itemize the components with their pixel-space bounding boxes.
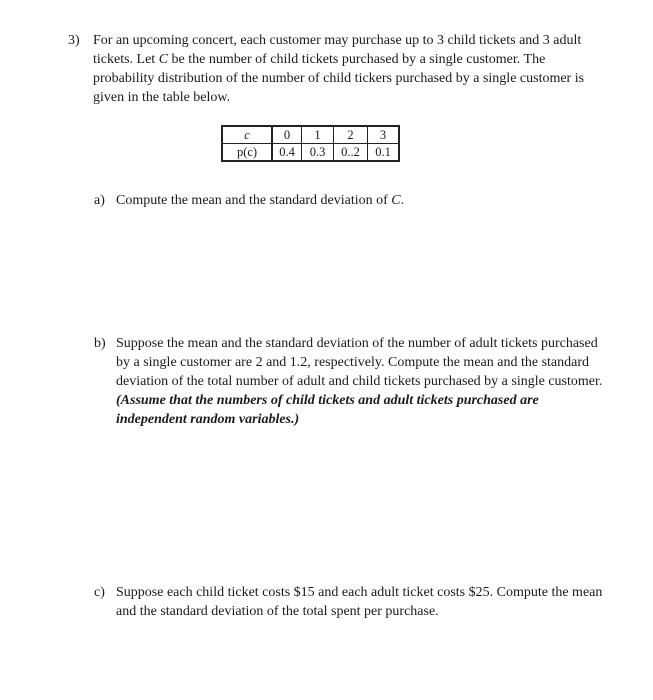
- problem-stem-variable: C: [158, 52, 169, 67]
- part-a-variable: C: [391, 193, 401, 208]
- part-a-label: a): [94, 193, 105, 208]
- table-row-c: [222, 126, 399, 144]
- part-b-text-main: Suppose the mean and the standard deviation of the number of adult tickets purchased by a single customer are 2 and 1.2, respectively. Compute the mean and the standard deviation of the total number of adult and child tickets purchased by a single customer.: [116, 336, 603, 389]
- probability-cell: 0.1: [368, 144, 400, 162]
- table-row-pc: [222, 144, 399, 162]
- part-a-text: [116, 191, 404, 210]
- probability-cell: 0.4: [272, 144, 302, 162]
- c-value-cell: 2: [334, 126, 368, 144]
- problem-stem-part1: For an upcoming concert, each customer may purchase up to 3 child tickets and 3 adult tickets. Let: [93, 33, 582, 67]
- probability-cell: 0..2: [334, 144, 368, 162]
- row-header-c: c: [222, 126, 272, 144]
- problem-number: 3): [68, 33, 80, 48]
- row-header-pc: p(c): [222, 144, 272, 162]
- part-c-text: Suppose each child ticket costs $15 and each adult ticket costs $25. Compute the mean and the standard deviation of the total spent per purchase.: [116, 585, 603, 619]
- c-value-cell: 0: [272, 126, 302, 144]
- part-c-label: c): [94, 585, 105, 600]
- c-value-cell: 1: [302, 126, 334, 144]
- part-b-assumption-note: (Assume that the numbers of child tickets and adult tickets purchased are independent random variables.): [116, 393, 539, 427]
- problem-stem-part2: be the number of child tickets purchased by a single customer. The probability distribution of the number of child tickers purchased by a single customer is given in the table below.: [93, 52, 585, 105]
- part-a-text-suffix: .: [400, 193, 405, 208]
- part-a-text-prefix: Compute the mean and the standard deviation of: [116, 193, 392, 208]
- part-b-label: b): [94, 336, 106, 351]
- probability-cell: 0.3: [302, 144, 334, 162]
- part-b-text: [116, 334, 608, 429]
- probability-distribution-table: [221, 125, 400, 162]
- c-value-cell: 3: [368, 126, 400, 144]
- problem-stem: [93, 31, 598, 107]
